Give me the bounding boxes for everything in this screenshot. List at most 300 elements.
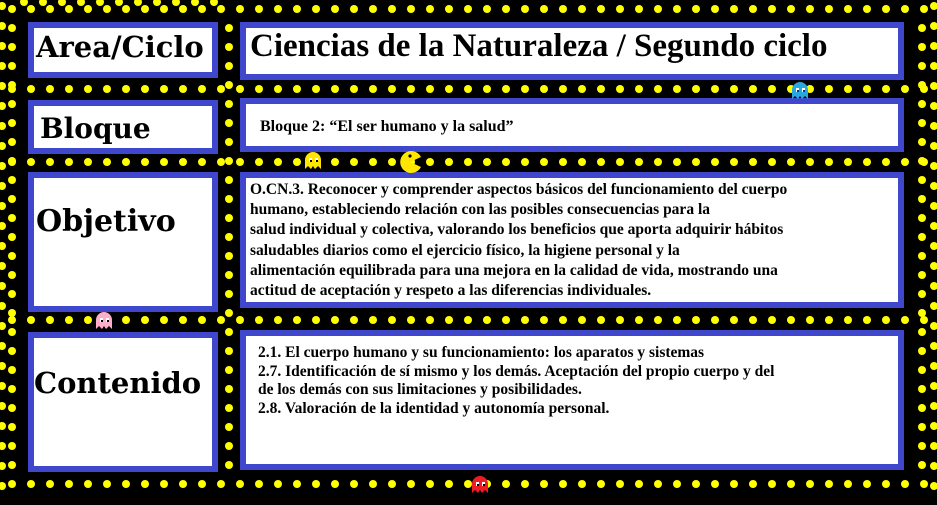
pellet-dot: [918, 157, 926, 165]
pellet-dot: [711, 5, 719, 13]
pellet-dot: [654, 480, 662, 488]
pellet-dot: [293, 158, 301, 166]
pellet-dot: [8, 366, 16, 374]
objetivo-label-box: [28, 172, 218, 312]
pellet-dot: [8, 423, 16, 431]
pellet-dot: [274, 5, 282, 13]
pellet-dot: [0, 442, 6, 450]
pellet-dot: [160, 316, 168, 324]
pellet-dot: [191, 0, 199, 6]
pellet-dot: [225, 233, 233, 241]
pellet-dot: [225, 461, 233, 469]
pellet-dot: [930, 102, 937, 110]
pellet-dot: [388, 480, 396, 488]
pellet-dot: [578, 5, 586, 13]
pellet-dot: [274, 158, 282, 166]
pellet-dot: [39, 0, 47, 6]
objetivo-line: humano, estableciendo relación con las posibles consecuencias para la: [250, 201, 710, 219]
pellet-dot: [711, 480, 719, 488]
pellet-dot: [293, 85, 301, 93]
pellet-dot: [0, 242, 6, 250]
pellet-dot: [8, 480, 16, 488]
pellet-dot: [8, 24, 16, 32]
pellet-dot: [274, 85, 282, 93]
pellet-dot: [445, 85, 453, 93]
pellet-dot: [768, 85, 776, 93]
pellet-dot: [160, 5, 168, 13]
pellet-dot: [225, 176, 233, 184]
pellet-dot: [930, 342, 937, 350]
pellet-dot: [730, 158, 738, 166]
pellet-dot: [8, 119, 16, 127]
pellet-dot: [8, 328, 16, 336]
area-ciclo-value: Ciencias de la Naturaleza / Segundo ciclo: [250, 28, 828, 64]
pellet-dot: [225, 119, 233, 127]
objetivo-label: Objetivo: [36, 204, 176, 239]
pellet-dot: [445, 158, 453, 166]
pellet-dot: [20, 0, 28, 6]
pellet-dot: [8, 195, 16, 203]
pellet-dot: [84, 316, 92, 324]
pellet-dot: [225, 62, 233, 70]
pellet-dot: [930, 2, 937, 10]
pellet-dot: [141, 85, 149, 93]
pellet-dot: [930, 442, 937, 450]
pellet-dot: [578, 158, 586, 166]
pellet-dot: [597, 5, 605, 13]
pellet-dot: [635, 316, 643, 324]
pellet-dot: [179, 158, 187, 166]
pellet-dot: [350, 5, 358, 13]
pellet-dot: [918, 43, 926, 51]
pellet-dot: [217, 480, 225, 488]
pellet-dot: [559, 480, 567, 488]
pellet-dot: [172, 0, 180, 6]
pellet-dot: [483, 5, 491, 13]
pellet-dot: [331, 5, 339, 13]
pellet-dot: [236, 85, 244, 93]
pellet-dot: [217, 158, 225, 166]
pellet-dot: [274, 480, 282, 488]
area-ciclo-label: Area/Ciclo: [36, 30, 204, 64]
pellet-dot: [521, 316, 529, 324]
pellet-dot: [730, 480, 738, 488]
pellet-dot: [0, 362, 6, 370]
pellet-dot: [225, 100, 233, 108]
pellet-dot: [160, 158, 168, 166]
contenido-line: 2.8. Valoración de la identidad y autonomía personal.: [258, 400, 610, 418]
pellet-dot: [768, 5, 776, 13]
pellet-dot: [407, 316, 415, 324]
pellet-dot: [918, 271, 926, 279]
pellet-dot: [46, 480, 54, 488]
pellet-dot: [918, 404, 926, 412]
pellet-dot: [84, 5, 92, 13]
pellet-dot: [918, 423, 926, 431]
pellet-dot: [844, 5, 852, 13]
pellet-dot: [920, 316, 928, 324]
pellet-dot: [0, 482, 6, 490]
pellet-dot: [141, 480, 149, 488]
pellet-dot: [217, 85, 225, 93]
objetivo-line: salud individual y colectiva, valorando los beneficios que aporta adquirir hábitos: [250, 221, 784, 239]
pellet-dot: [407, 480, 415, 488]
pellet-dot: [464, 5, 472, 13]
pellet-dot: [426, 158, 434, 166]
pellet-dot: [225, 442, 233, 450]
pellet-dot: [787, 316, 795, 324]
pellet-dot: [930, 322, 937, 330]
pellet-dot: [825, 5, 833, 13]
pellet-dot: [0, 142, 6, 150]
pellet-dot: [77, 0, 85, 6]
pellet-dot: [179, 85, 187, 93]
pellet-dot: [692, 316, 700, 324]
pellet-dot: [918, 366, 926, 374]
pellet-dot: [521, 85, 529, 93]
pellet-dot: [930, 282, 937, 290]
pellet-dot: [930, 162, 937, 170]
pellet-dot: [141, 158, 149, 166]
pellet-dot: [918, 119, 926, 127]
pellet-dot: [0, 422, 6, 430]
pellet-dot: [597, 158, 605, 166]
pellet-dot: [312, 5, 320, 13]
pellet-dot: [597, 316, 605, 324]
pellet-dot: [388, 5, 396, 13]
pellet-dot: [0, 262, 6, 270]
pellet-dot: [8, 138, 16, 146]
pellet-dot: [918, 138, 926, 146]
pellet-dot: [27, 85, 35, 93]
pellet-dot: [369, 5, 377, 13]
pellet-dot: [882, 480, 890, 488]
objetivo-line: O.CN.3. Reconocer y comprender aspectos básicos del funcionamiento del cuerpo: [250, 181, 788, 198]
pellet-dot: [930, 402, 937, 410]
pellet-dot: [8, 404, 16, 412]
pellet-dot: [749, 5, 757, 13]
pellet-dot: [27, 5, 35, 13]
pellet-dot: [882, 85, 890, 93]
pellet-dot: [673, 316, 681, 324]
pellet-dot: [198, 158, 206, 166]
pellet-dot: [426, 5, 434, 13]
pellet-dot: [863, 5, 871, 13]
pellet-dot: [930, 122, 937, 130]
contenido-label: Contenido: [34, 366, 202, 400]
pellet-dot: [122, 480, 130, 488]
pellet-dot: [350, 158, 358, 166]
pellet-dot: [225, 385, 233, 393]
pellet-dot: [255, 158, 263, 166]
pellet-dot: [768, 480, 776, 488]
pellet-dot: [426, 480, 434, 488]
pellet-dot: [749, 158, 757, 166]
pellet-dot: [863, 480, 871, 488]
contenido-text: [258, 344, 898, 419]
pellet-dot: [0, 322, 6, 330]
pellet-dot: [274, 316, 282, 324]
pellet-dot: [255, 85, 263, 93]
contenido-line: 2.1. El cuerpo humano y su funcionamiento: los aparatos y sistemas: [258, 344, 705, 361]
bloque-label: Bloque: [40, 112, 151, 145]
pellet-dot: [918, 195, 926, 203]
pellet-dot: [84, 85, 92, 93]
pellet-dot: [141, 5, 149, 13]
pellet-dot: [46, 85, 54, 93]
pellet-dot: [597, 85, 605, 93]
bloque-value: Bloque 2: “El ser humano y la salud”: [260, 118, 514, 135]
pellet-dot: [84, 480, 92, 488]
pellet-dot: [578, 480, 586, 488]
pellet-dot: [225, 366, 233, 374]
pellet-dot: [225, 157, 233, 165]
pellet-dot: [225, 290, 233, 298]
pellet-dot: [236, 316, 244, 324]
pellet-dot: [692, 5, 700, 13]
pellet-dot: [711, 158, 719, 166]
pellet-dot: [160, 480, 168, 488]
pellet-dot: [0, 402, 6, 410]
pellet-dot: [8, 157, 16, 165]
pellet-dot: [445, 316, 453, 324]
pellet-dot: [464, 158, 472, 166]
pacman-icon: [398, 150, 422, 174]
objetivo-line: alimentación equilibrada para una mejora en la calidad de vida, mostrando una: [250, 261, 778, 279]
pellet-dot: [559, 5, 567, 13]
pellet-dot: [920, 5, 928, 13]
pellet-dot: [122, 316, 130, 324]
pellet-dot: [8, 62, 16, 70]
pellet-dot: [654, 5, 662, 13]
pellet-dot: [521, 158, 529, 166]
pellet-dot: [225, 195, 233, 203]
pellet-dot: [930, 42, 937, 50]
pellet-dot: [692, 85, 700, 93]
pellet-dot: [616, 158, 624, 166]
pellet-dot: [597, 480, 605, 488]
pellet-dot: [901, 85, 909, 93]
pellet-dot: [27, 480, 35, 488]
pellet-dot: [8, 442, 16, 450]
pellet-dot: [918, 328, 926, 336]
pellet-dot: [225, 423, 233, 431]
pellet-dot: [115, 0, 123, 6]
pellet-dot: [918, 347, 926, 355]
contenido-label-box: [28, 332, 218, 472]
pellet-dot: [654, 158, 662, 166]
pellet-dot: [540, 480, 548, 488]
pellet-dot: [540, 5, 548, 13]
pellet-dot: [8, 214, 16, 222]
pellet-dot: [901, 158, 909, 166]
pellet-dot: [863, 85, 871, 93]
pellet-dot: [225, 347, 233, 355]
contenido-line: de los demás con sus limitaciones y posibilidades.: [258, 381, 582, 399]
pellet-dot: [787, 5, 795, 13]
pellet-dot: [559, 158, 567, 166]
pellet-dot: [103, 158, 111, 166]
pellet-dot: [918, 290, 926, 298]
objetivo-line: actitud de aceptación y respeto a las diferencias individuales.: [250, 282, 652, 300]
pellet-dot: [616, 85, 624, 93]
pellet-dot: [210, 0, 218, 6]
pellet-dot: [388, 316, 396, 324]
pellet-dot: [8, 290, 16, 298]
pellet-dot: [464, 85, 472, 93]
pellet-dot: [844, 85, 852, 93]
pellet-dot: [502, 480, 510, 488]
pellet-dot: [901, 316, 909, 324]
pellet-dot: [483, 158, 491, 166]
pellet-dot: [673, 5, 681, 13]
pellet-dot: [198, 316, 206, 324]
pellet-dot: [635, 5, 643, 13]
pellet-dot: [918, 100, 926, 108]
pellet-dot: [844, 480, 852, 488]
pellet-dot: [198, 85, 206, 93]
pellet-dot: [930, 182, 937, 190]
pellet-dot: [0, 342, 6, 350]
pellet-dot: [918, 233, 926, 241]
pellet-dot: [27, 158, 35, 166]
pellet-dot: [882, 316, 890, 324]
pellet-dot: [616, 480, 624, 488]
pellet-dot: [312, 85, 320, 93]
pellet-dot: [103, 480, 111, 488]
pellet-dot: [806, 316, 814, 324]
pellet-dot: [8, 271, 16, 279]
pellet-dot: [918, 81, 926, 89]
pellet-dot: [768, 316, 776, 324]
pellet-dot: [153, 0, 161, 6]
pellet-dot: [217, 316, 225, 324]
pellet-dot: [901, 5, 909, 13]
pellet-dot: [8, 461, 16, 469]
pellet-dot: [918, 385, 926, 393]
pellet-dot: [369, 158, 377, 166]
pellet-dot: [918, 176, 926, 184]
pellet-dot: [8, 100, 16, 108]
pellet-dot: [312, 480, 320, 488]
pellet-dot: [8, 385, 16, 393]
pellet-dot: [0, 382, 6, 390]
pellet-dot: [540, 158, 548, 166]
pellet-dot: [225, 309, 233, 317]
pellet-dot: [930, 482, 937, 490]
pellet-dot: [179, 480, 187, 488]
pellet-dot: [930, 62, 937, 70]
pellet-dot: [825, 480, 833, 488]
pellet-dot: [225, 252, 233, 260]
pellet-dot: [8, 81, 16, 89]
pellet-dot: [179, 316, 187, 324]
pellet-dot: [918, 252, 926, 260]
pellet-dot: [350, 316, 358, 324]
red-ghost-icon: [471, 476, 489, 494]
pellet-dot: [749, 316, 757, 324]
pellet-dot: [0, 162, 6, 170]
pellet-dot: [0, 42, 6, 50]
pellet-dot: [407, 5, 415, 13]
pellet-dot: [27, 316, 35, 324]
pellet-dot: [225, 43, 233, 51]
pellet-dot: [0, 122, 6, 130]
pellet-dot: [0, 82, 6, 90]
pellet-dot: [96, 0, 104, 6]
pellet-dot: [930, 382, 937, 390]
pellet-dot: [578, 316, 586, 324]
objetivo-text: [250, 180, 890, 301]
pellet-dot: [8, 316, 16, 324]
pellet-dot: [502, 316, 510, 324]
pellet-dot: [331, 85, 339, 93]
pellet-dot: [882, 158, 890, 166]
pellet-dot: [46, 316, 54, 324]
pellet-dot: [0, 102, 6, 110]
pellet-dot: [8, 233, 16, 241]
pellet-dot: [0, 302, 6, 310]
pellet-dot: [122, 158, 130, 166]
pellet-dot: [225, 271, 233, 279]
pellet-dot: [825, 316, 833, 324]
pellet-dot: [616, 5, 624, 13]
pellet-dot: [369, 316, 377, 324]
pellet-dot: [806, 480, 814, 488]
pellet-dot: [654, 316, 662, 324]
pellet-dot: [225, 138, 233, 146]
pellet-dot: [141, 316, 149, 324]
pellet-dot: [768, 158, 776, 166]
pellet-dot: [930, 242, 937, 250]
pellet-dot: [559, 316, 567, 324]
pellet-dot: [920, 480, 928, 488]
pellet-dot: [331, 158, 339, 166]
pellet-dot: [930, 142, 937, 150]
pellet-dot: [521, 5, 529, 13]
pellet-dot: [844, 158, 852, 166]
pellet-dot: [445, 5, 453, 13]
pellet-dot: [388, 85, 396, 93]
pellet-dot: [749, 480, 757, 488]
pellet-dot: [918, 62, 926, 70]
pellet-dot: [8, 5, 16, 13]
pellet-dot: [654, 85, 662, 93]
pellet-dot: [673, 480, 681, 488]
pellet-dot: [0, 282, 6, 290]
pellet-dot: [388, 158, 396, 166]
pellet-dot: [502, 85, 510, 93]
pellet-dot: [730, 5, 738, 13]
pellet-dot: [198, 480, 206, 488]
pellet-dot: [0, 182, 6, 190]
pellet-dot: [331, 316, 339, 324]
objetivo-line: saludables diarios como el ejercicio físico, la higiene personal y la: [250, 241, 680, 259]
pellet-dot: [930, 302, 937, 310]
pellet-dot: [217, 5, 225, 13]
pellet-dot: [0, 62, 6, 70]
pellet-dot: [103, 5, 111, 13]
pellet-dot: [236, 158, 244, 166]
pellet-dot: [635, 85, 643, 93]
contenido-line: 2.7. Identificación de sí mismo y los demás. Aceptación del propio cuerpo y del: [258, 362, 775, 380]
pellet-dot: [749, 85, 757, 93]
pellet-dot: [179, 5, 187, 13]
pellet-dot: [730, 316, 738, 324]
pellet-dot: [464, 316, 472, 324]
pellet-dot: [483, 316, 491, 324]
pellet-dot: [540, 85, 548, 93]
